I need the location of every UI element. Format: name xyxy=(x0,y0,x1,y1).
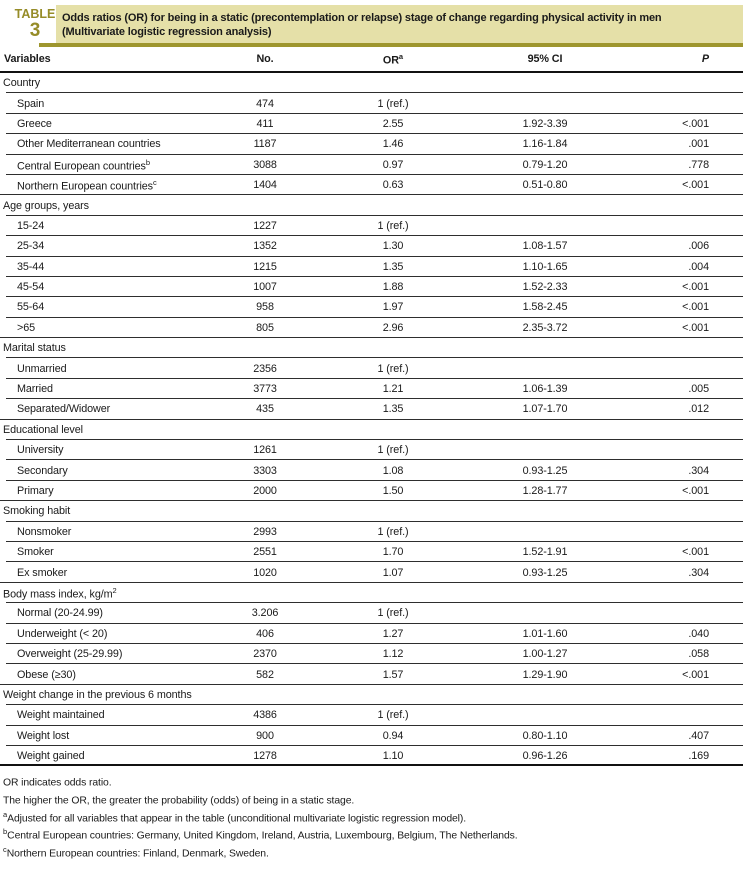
cell-variable: Secondary xyxy=(17,464,68,477)
section-title: Country xyxy=(3,77,41,90)
cell-or: 0.97 xyxy=(382,158,404,171)
cell-variable: Overweight (25-29.99) xyxy=(17,648,123,661)
cell-variable: >65 xyxy=(17,321,36,334)
table-row xyxy=(0,726,743,746)
cell-ci: 1.10-1.65 xyxy=(522,260,568,273)
section-header-row xyxy=(0,583,743,603)
cell-no: 1278 xyxy=(253,750,277,763)
footnote xyxy=(3,772,755,790)
cell-p: .407 xyxy=(688,729,709,742)
cell-or: 1.30 xyxy=(382,240,404,253)
cell-or: 1 (ref.) xyxy=(377,219,409,232)
cell-or: 1.50 xyxy=(382,485,404,497)
section-header-row xyxy=(0,73,743,93)
cell-or: 1.97 xyxy=(382,301,404,314)
cell-no: 582 xyxy=(256,668,274,681)
cell-no: 2356 xyxy=(253,362,277,375)
footnote xyxy=(3,808,755,826)
cell-no: 1020 xyxy=(253,566,277,579)
table-header-band xyxy=(0,5,755,47)
cell-ci: 0.96-1.26 xyxy=(522,750,568,763)
table-row xyxy=(0,481,743,501)
cell-p: <.001 xyxy=(682,179,709,192)
section-title: Smoking habit xyxy=(3,505,71,518)
cell-variable: University xyxy=(17,444,64,457)
table-body xyxy=(0,73,755,766)
cell-or: 1.08 xyxy=(382,464,404,477)
cell-no: 411 xyxy=(256,117,274,130)
column-header-row xyxy=(0,47,743,73)
column-header-ci: 95% CI xyxy=(527,53,563,65)
cell-variable: Separated/Widower xyxy=(17,403,111,416)
cell-or: 1.35 xyxy=(382,260,404,273)
superscript: b xyxy=(145,157,151,167)
cell-variable: Married xyxy=(17,383,53,396)
cell-ci: 0.93-1.25 xyxy=(522,464,568,477)
cell-variable: Greece xyxy=(17,117,52,130)
cell-or: 1 (ref.) xyxy=(377,709,409,722)
cell-ci: 1.00-1.27 xyxy=(522,648,568,661)
table-title-line1: Odds ratios (OR) for being in a static (precontemplation or relapse) stage of change regarding physical activity in men xyxy=(62,12,662,24)
cell-no: 3773 xyxy=(253,383,277,396)
superscript: c xyxy=(152,178,157,188)
cell-or: 1.27 xyxy=(382,627,404,640)
cell-ci: 1.16-1.84 xyxy=(522,138,568,151)
cell-no: 3088 xyxy=(253,158,277,171)
cell-ci: 2.35-3.72 xyxy=(522,321,568,334)
cell-or: 1 (ref.) xyxy=(377,525,409,538)
cell-p: .304 xyxy=(688,464,709,477)
cell-no: 958 xyxy=(256,301,274,314)
cell-no: 2370 xyxy=(253,648,277,661)
cell-p: .005 xyxy=(688,383,709,396)
cell-ci: 1.52-1.91 xyxy=(522,546,568,559)
cell-ci: 1.52-2.33 xyxy=(522,281,568,294)
section-title: Body mass index, $kg/m^2$ xyxy=(3,586,117,601)
cell-no: 474 xyxy=(256,97,274,110)
footnotes xyxy=(0,766,755,870)
table-row xyxy=(0,236,743,256)
cell-ci: 1.92-3.39 xyxy=(522,117,568,130)
footnote-text: OR indicates odds ratio. xyxy=(3,777,112,789)
section-header-row xyxy=(0,501,743,521)
cell-no: 1187 xyxy=(253,138,277,151)
cell-variable: Northern European countries$^c$ xyxy=(17,178,157,193)
footnote xyxy=(3,790,755,808)
cell-or: 1 (ref.) xyxy=(377,444,409,457)
table-row xyxy=(0,399,743,419)
cell-no: 3.206 xyxy=(251,607,279,620)
table-row xyxy=(0,705,743,725)
cell-variable: 25-34 xyxy=(17,240,45,253)
cell-variable: Primary xyxy=(17,485,54,497)
table-row xyxy=(0,460,743,480)
cell-or: 0.63 xyxy=(382,179,404,192)
column-header-no: No. xyxy=(256,53,274,65)
table-row xyxy=(0,297,743,317)
cell-variable: Unmarried xyxy=(17,362,67,375)
cell-ci: 0.79-1.20 xyxy=(522,158,568,171)
superscript: b xyxy=(3,827,8,837)
cell-or: 2.55 xyxy=(382,117,404,130)
cell-variable: Ex smoker xyxy=(17,566,68,579)
cell-no: 1352 xyxy=(253,240,277,253)
cell-no: 900 xyxy=(256,729,274,742)
cell-variable: Other Mediterranean countries xyxy=(17,138,161,151)
cell-or: 1.07 xyxy=(382,566,404,579)
cell-p: <.001 xyxy=(682,546,709,559)
table-row xyxy=(0,277,743,297)
cell-variable: Obese (≥30) xyxy=(17,668,76,681)
cell-p: .004 xyxy=(688,260,709,273)
cell-or: 1.21 xyxy=(382,383,404,396)
table-row xyxy=(0,624,743,644)
column-header-or-text: OR xyxy=(382,54,399,67)
table-row xyxy=(0,216,743,236)
cell-no: 2993 xyxy=(253,525,277,538)
cell-or: 2.96 xyxy=(382,321,404,334)
cell-p: .169 xyxy=(688,750,709,763)
cell-p: <.001 xyxy=(682,281,709,294)
table-row xyxy=(0,746,743,766)
cell-or: 1.10 xyxy=(382,750,404,763)
cell-p: .304 xyxy=(688,566,709,579)
footnote xyxy=(3,843,755,861)
superscript: 2 xyxy=(112,586,117,596)
cell-no: 2551 xyxy=(253,546,277,559)
cell-ci: 1.28-1.77 xyxy=(522,485,568,497)
cell-no: 1227 xyxy=(253,219,277,232)
table-row xyxy=(0,664,743,684)
table-row xyxy=(0,175,743,195)
cell-no: 1215 xyxy=(253,260,277,273)
cell-no: 435 xyxy=(256,403,274,416)
table-row xyxy=(0,155,743,175)
cell-p: <.001 xyxy=(682,485,709,497)
table-row xyxy=(0,542,743,562)
cell-variable: Central European countries$^b$ xyxy=(17,157,151,173)
table-row xyxy=(0,440,743,460)
cell-or: 1.12 xyxy=(382,648,404,661)
column-header-or xyxy=(312,51,474,67)
cell-no: 3303 xyxy=(253,464,277,477)
column-header-variables: Variables xyxy=(4,53,51,65)
superscript: a xyxy=(398,52,404,62)
cell-ci: 1.01-1.60 xyxy=(522,627,568,640)
column-header-p: P xyxy=(701,53,709,65)
footnote-text: Adjusted for all variables that appear in the table (unconditional multivariate logistic regression model). xyxy=(7,813,467,825)
cell-variable: Spain xyxy=(17,97,45,110)
cell-variable: Weight gained xyxy=(17,750,85,763)
cell-ci: 1.29-1.90 xyxy=(522,668,568,681)
section-header-row xyxy=(0,685,743,705)
cell-p: .058 xyxy=(688,648,709,661)
cell-ci: 1.07-1.70 xyxy=(522,403,568,416)
cell-p: <.001 xyxy=(682,321,709,334)
cell-variable: Smoker xyxy=(17,546,54,559)
cell-variable: Underweight (< 20) xyxy=(17,627,108,640)
cell-or: 1.46 xyxy=(382,138,404,151)
cell-no: 1007 xyxy=(253,281,277,294)
table-row xyxy=(0,257,743,277)
table-title-box xyxy=(56,5,743,43)
table-row xyxy=(0,134,743,154)
section-header-row xyxy=(0,195,743,215)
cell-ci: 1.06-1.39 xyxy=(522,383,568,396)
section-title: Marital status xyxy=(3,342,66,355)
cell-p: <.001 xyxy=(682,117,709,130)
table-label-word: TABLE xyxy=(14,7,56,21)
footnote-text: The higher the OR, the greater the probability (odds) of being in a static stage. xyxy=(3,795,355,807)
cell-no: 2000 xyxy=(253,485,277,497)
cell-or: 1.57 xyxy=(382,668,404,681)
cell-ci: 0.51-0.80 xyxy=(522,179,568,192)
cell-or: 1 (ref.) xyxy=(377,607,409,620)
cell-or: 1.88 xyxy=(382,281,404,294)
table-row xyxy=(0,358,743,378)
section-title: Educational level xyxy=(3,423,83,436)
table-label-number: 3 xyxy=(29,20,41,41)
section-title: Age groups, years xyxy=(3,199,89,212)
table-row xyxy=(0,603,743,623)
cell-p: .001 xyxy=(688,138,709,151)
table-row xyxy=(0,114,743,134)
table-row xyxy=(0,562,743,582)
cell-p: .778 xyxy=(688,158,709,171)
cell-ci: 1.08-1.57 xyxy=(522,240,568,253)
cell-or: 1 (ref.) xyxy=(377,362,409,375)
row-rule xyxy=(0,764,743,766)
cell-p: .012 xyxy=(688,403,709,416)
cell-or: 0.94 xyxy=(382,729,404,742)
section-header-row xyxy=(0,420,743,440)
cell-variable: 15-24 xyxy=(17,219,45,232)
cell-or: 1.70 xyxy=(382,546,404,559)
cell-no: 805 xyxy=(256,321,274,334)
cell-or: 1 (ref.) xyxy=(377,97,409,110)
cell-ci: 1.58-2.45 xyxy=(522,301,568,314)
cell-p: <.001 xyxy=(682,668,709,681)
table-title-line2: (Multivariate logistic regression analysis) xyxy=(62,26,272,38)
table-row xyxy=(0,379,743,399)
cell-variable: Weight lost xyxy=(17,729,70,742)
cell-variable: Weight maintained xyxy=(17,709,105,722)
table-row xyxy=(0,318,743,338)
cell-no: 406 xyxy=(256,627,274,640)
section-title: Weight change in the previous 6 months xyxy=(3,688,192,701)
section-header-row xyxy=(0,338,743,358)
footnote-text: Central European countries: Germany, United Kingdom, Ireland, Austria, Luxembourg, Belgium, The Netherlands. xyxy=(7,830,518,842)
footnote xyxy=(3,825,755,843)
cell-p: .006 xyxy=(688,240,709,253)
table-row xyxy=(0,93,743,113)
table-row xyxy=(0,644,743,664)
cell-variable: 35-44 xyxy=(17,260,45,273)
cell-no: 1404 xyxy=(253,179,277,192)
cell-or: 1.35 xyxy=(382,403,404,416)
cell-variable: Nonsmoker xyxy=(17,525,72,538)
cell-variable: Normal (20-24.99) xyxy=(17,607,103,620)
cell-p: .040 xyxy=(688,627,709,640)
cell-no: 1261 xyxy=(253,444,277,457)
table-row xyxy=(0,522,743,542)
table-label xyxy=(0,5,56,47)
cell-ci: 0.80-1.10 xyxy=(522,729,568,742)
footnote-text: Northern European countries: Finland, Denmark, Sweden. xyxy=(6,848,269,860)
cell-no: 4386 xyxy=(253,709,277,722)
superscript: c xyxy=(3,844,7,854)
cell-variable: 55-64 xyxy=(17,301,45,314)
cell-p: <.001 xyxy=(682,301,709,314)
superscript: a xyxy=(3,809,8,819)
cell-ci: 0.93-1.25 xyxy=(522,566,568,579)
cell-variable: 45-54 xyxy=(17,281,45,294)
